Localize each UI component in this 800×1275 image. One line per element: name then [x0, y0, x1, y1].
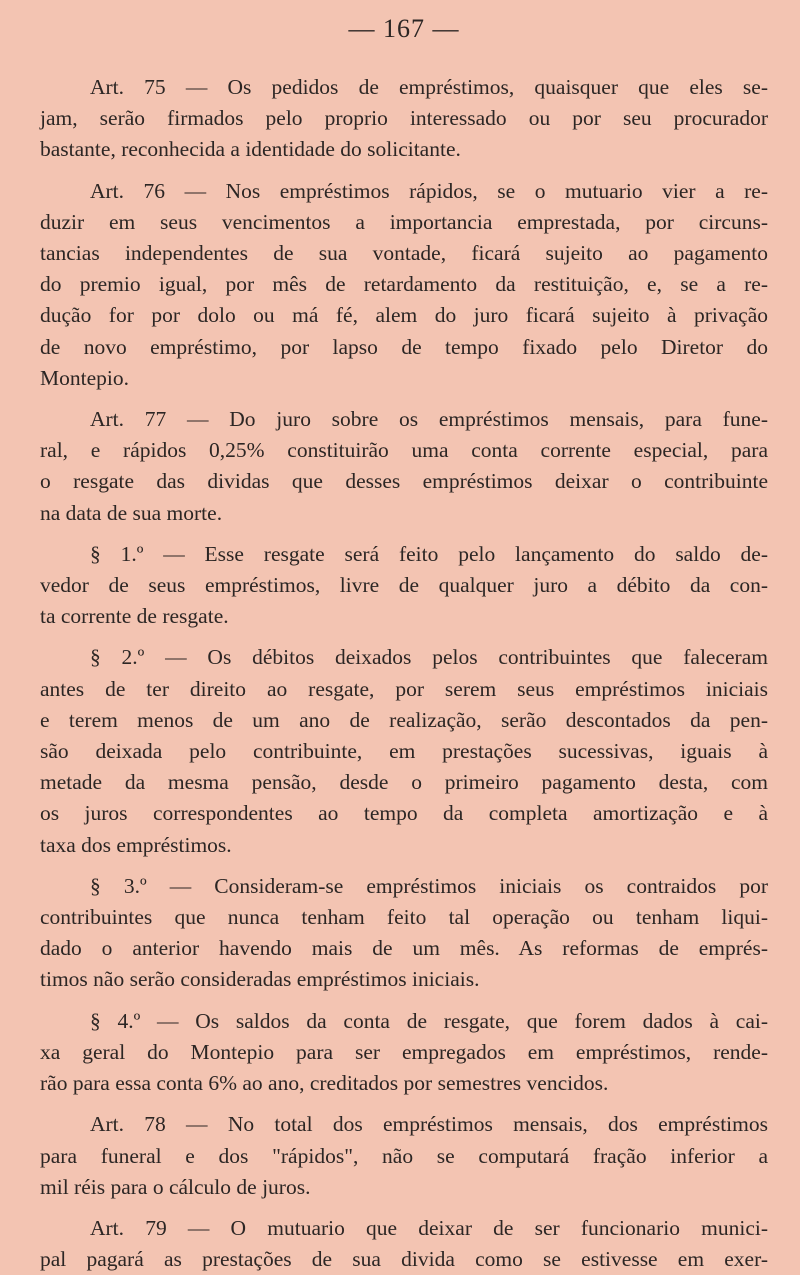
text-line: Art. 75 — Os pedidos de empréstimos, quaisquer que eles se- [90, 75, 768, 99]
text-line: § 4.º — Os saldos da conta de resgate, que forem dados à cai- [90, 1008, 768, 1033]
paragraph [40, 642, 768, 860]
text-line: pal pagará as prestações de sua divida como se estivesse em exer- [40, 1247, 768, 1272]
text-line: o resgate das dividas que desses empréstimos deixar o contribuinte [40, 469, 768, 494]
text-line: ta corrente de resgate. [40, 604, 229, 629]
text-line: Art. 77 — Do juro sobre os empréstimos mensais, para fune- [90, 407, 768, 432]
text-line: do premio igual, por mês de retardamento da restituição, e, se a re- [40, 272, 768, 297]
text-line: tancias independentes de sua vontade, ficará sujeito ao pagamento [40, 241, 768, 266]
text-line: Montepio. [40, 365, 129, 390]
text-line: § 2.º — Os débitos deixados pelos contribuintes que faleceram [90, 645, 768, 670]
text-line: para funeral e dos "rápidos", não se computará fração inferior a [40, 1143, 768, 1168]
text-line: metade da mesma pensão, desde o primeiro pagamento desta, com [40, 770, 768, 795]
text-line: na data de sua morte. [40, 500, 223, 525]
text-line: antes de ter direito ao resgate, por serem seus empréstimos iniciais [40, 676, 768, 701]
text-line: bastante, reconhecida a identidade do solicitante. [40, 137, 461, 162]
text-line: duzir em seus vencimentos a importancia emprestada, por circuns- [40, 209, 768, 234]
text-line: § 1.º — Esse resgate será feito pelo lançamento do saldo de- [90, 541, 768, 566]
text-line: Art. 76 — Nos empréstimos rápidos, se o mutuario vier a re- [90, 178, 768, 203]
text-line: Art. 79 — O mutuario que deixar de ser funcionario munici- [90, 1215, 768, 1240]
text-line: são deixada pelo contribuinte, em prestações sucessivas, iguais à [40, 739, 768, 764]
text-line: e terem menos de um ano de realização, serão descontados da pen- [40, 707, 768, 732]
paragraph [40, 1006, 768, 1100]
text-line: jam, serão firmados pelo proprio interessado ou por seu procurador [40, 106, 768, 131]
paragraph [40, 1109, 768, 1203]
body-text [40, 72, 768, 1275]
text-line: dado o anterior havendo mais de um mês. As reformas de emprés- [40, 936, 768, 961]
text-line: ral, e rápidos 0,25% constituirão uma conta corrente especial, para [40, 438, 768, 463]
paragraph [40, 539, 768, 633]
text-line: taxa dos empréstimos. [40, 832, 232, 857]
paragraph [40, 404, 768, 529]
paragraph [40, 1213, 768, 1275]
text-line: timos não serão consideradas empréstimos iniciais. [40, 967, 480, 992]
text-line: Art. 78 — No total dos empréstimos mensais, dos empréstimos [90, 1112, 768, 1137]
text-line: § 3.º — Consideram-se empréstimos iniciais os contraidos por [90, 873, 768, 898]
text-line: de novo empréstimo, por lapso de tempo fixado pelo Diretor do [40, 334, 768, 359]
text-line: dução for por dolo ou má fé, alem do juro ficará sujeito à privação [40, 303, 768, 328]
paragraph [40, 176, 768, 394]
text-line: mil réis para o cálculo de juros. [40, 1174, 311, 1199]
text-line: xa geral do Montepio para ser empregados em empréstimos, rende- [40, 1039, 768, 1064]
paragraph [40, 871, 768, 996]
text-line: os juros correspondentes ao tempo da completa amortização e à [40, 801, 768, 826]
page-number: — 167 — [348, 14, 460, 43]
text-line: contribuintes que nunca tenham feito tal operação ou tenham liqui- [40, 905, 768, 930]
text-line: vedor de seus empréstimos, livre de qualquer juro a débito da con- [40, 573, 768, 598]
paragraph [40, 72, 768, 166]
text-line: rão para essa conta 6% ao ano, creditados por semestres vencidos. [40, 1071, 609, 1096]
